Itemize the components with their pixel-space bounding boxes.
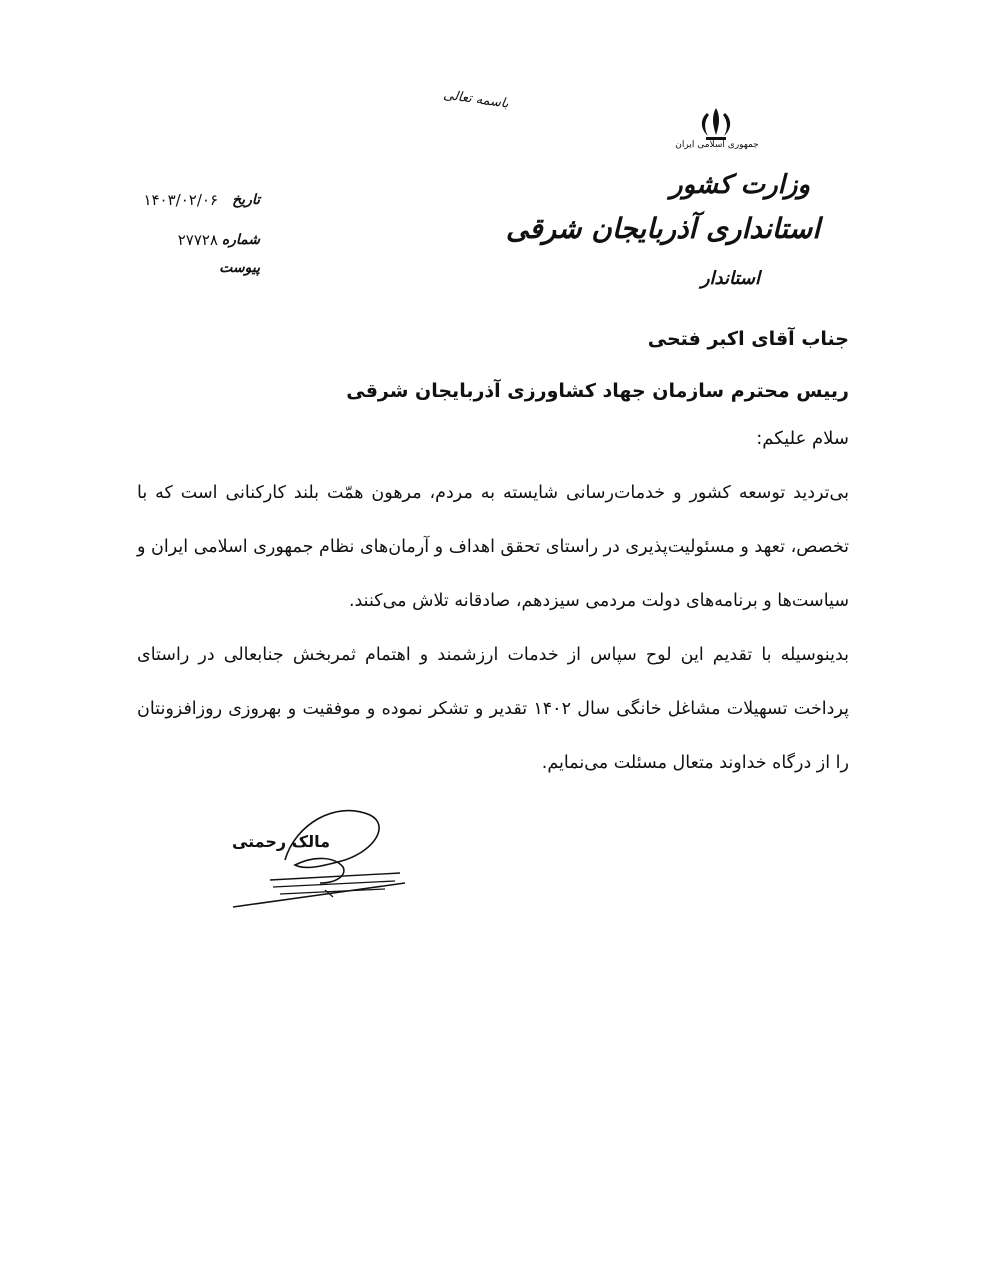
number-row — [120, 228, 260, 252]
attachment-row — [120, 256, 260, 280]
republic-name: جمهوری اسلامی ایران — [675, 140, 759, 150]
office-title: استاندار — [700, 268, 760, 289]
attachment-label: پیوست — [219, 260, 260, 276]
body-paragraph: بدینوسیله با تقدیم این لوح سپاس از خدمات ارزشمند و اهتمام ثمربخش جنابعالی در راستای پرداخت تسهیلات مشاغل خانگی سال ۱۴۰۲ تقدیر و تشکر نموده و موفقیت و بهروزی روزافزونتان را از درگاه خداوند متعال مسئلت می‌نمایم. — [137, 645, 849, 773]
date-value: ۱۴۰۳/۰۲/۰۶ — [143, 191, 218, 209]
signer-name: مالک رحمتی — [231, 832, 330, 851]
province-office-name: استانداری آذربایجان شرقی — [505, 212, 820, 245]
iran-emblem-icon — [690, 105, 742, 143]
recipient-name: جناب آقای اکبر فتحی — [647, 328, 849, 350]
invocation-text: باسمه تعالی — [442, 87, 510, 112]
date-row — [120, 188, 260, 212]
greeting: سلام علیکم: — [756, 428, 849, 449]
body-paragraph: بی‌تردید توسعه کشور و خدمات‌رسانی شایسته به مردم، مرهون همّت بلند کارکنانی است که با تخصص، تعهد و مسئولیت‌پذیری در راستای تحقق اهداف و آرمان‌های نظام جمهوری اسلامی ایران و سیاست‌ها و برنامه‌های دولت مردمی سیزدهم، صادقانه تلاش می‌کنند. — [137, 483, 849, 611]
date-label: تاریخ — [232, 192, 260, 208]
number-value: ۲۷۷۲۸ — [177, 231, 218, 249]
recipient-position: رییس محترم سازمان جهاد کشاورزی آذربایجان شرقی — [346, 380, 849, 402]
ministry-name: وزارت کشور — [670, 170, 810, 200]
number-label: شماره — [221, 232, 260, 248]
